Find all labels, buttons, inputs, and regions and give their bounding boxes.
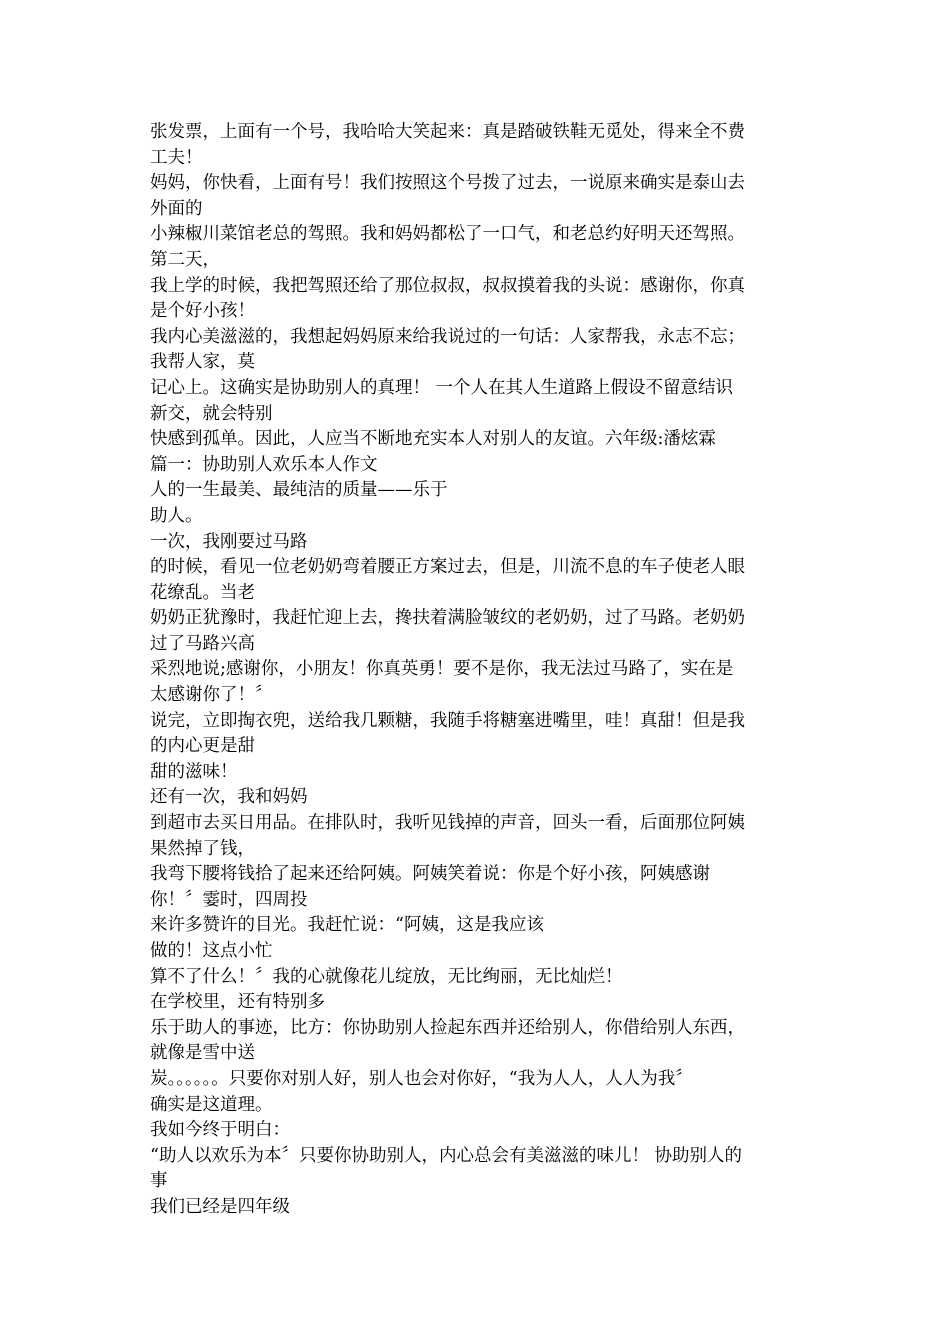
text-line: 太感谢你了！〞 xyxy=(150,685,273,706)
text-line: 新交，就会特别 xyxy=(150,403,273,424)
text-line: 工夫！ xyxy=(150,147,203,168)
text-line: 我们已经是四年级 xyxy=(150,1196,290,1217)
text-line: “助人以欢乐为本〞只要你协助别人，内心总会有美滋滋的味儿！ 协助别人的 xyxy=(150,1145,743,1166)
text-line: 我如今终于明白： xyxy=(150,1120,290,1141)
text-line: 还有一次，我和妈妈 xyxy=(150,787,308,808)
text-line: 说完，立即掏衣兜，送给我几颗糖，我随手将糖塞进嘴里，哇！真甜！但是我 xyxy=(150,710,745,731)
text-line: 篇一：协助别人欢乐本人作文 xyxy=(150,454,378,475)
text-line: 记心上。这确实是协助别人的真理！ 一个人在其人生道路上假设不留意结识 xyxy=(150,377,734,398)
text-line: 我上学的时候，我把驾照还给了那位叔叔，叔叔摸着我的头说：感谢你，你真 xyxy=(150,275,745,296)
text-line: 过了马路兴高 xyxy=(150,633,255,654)
text-line: 甜的滋味！ xyxy=(150,761,238,782)
text-line: 采烈地说;感谢你，小朋友！你真英勇！要不是你，我无法过马路了，实在是 xyxy=(150,659,734,680)
text-line: 事 xyxy=(150,1171,168,1192)
text-line: 妈妈，你快看，上面有号！我们按照这个号拨了过去，一说原来确实是泰山去 xyxy=(150,173,745,194)
text-line: 算不了什么！〞我的心就像花儿绽放，无比绚丽，无比灿烂！ xyxy=(150,966,623,987)
text-line: 确实是这道理。 xyxy=(150,1094,273,1115)
text-line: 的时候，看见一位老奶奶弯着腰正方案过去，但是，川流不息的车子使老人眼 xyxy=(150,557,745,578)
text-line: 乐于助人的事迹，比方：你协助别人捡起东西并还给别人，你借给别人东西， xyxy=(150,1017,745,1038)
text-line: 我内心美滋滋的，我想起妈妈原来给我说过的一句话：人家帮我，永志不忘； xyxy=(150,326,745,347)
text-line: 就像是雪中送 xyxy=(150,1043,255,1064)
text-line: 外面的 xyxy=(150,198,203,219)
text-line: 我帮人家，莫 xyxy=(150,352,255,373)
text-line: 助人。 xyxy=(150,505,203,526)
text-line: 一次，我刚要过马路 xyxy=(150,531,308,552)
essay-text xyxy=(150,120,810,1221)
text-line: 第二天， xyxy=(150,249,220,270)
text-line: 张发票，上面有一个号，我哈哈大笑起来：真是踏破铁鞋无觅处，得来全不费 xyxy=(150,122,745,142)
text-line: 来许多赞许的目光。我赶忙说：“阿姨，这是我应该 xyxy=(150,915,544,936)
text-line: 做的！这点小忙 xyxy=(150,941,273,961)
text-line: 是个好小孩！ xyxy=(150,301,255,322)
text-line: 小辣椒川菜馆老总的驾照。我和妈妈都松了一口气，和老总约好明天还驾照。 xyxy=(150,224,745,245)
text-line: 的内心更是甜 xyxy=(150,736,255,757)
text-line: 炭。。。。。。只要你对别人好，别人也会对你好，“我为人人，人人为我〞 xyxy=(150,1068,693,1089)
text-line: 花缭乱。当老 xyxy=(150,582,255,603)
text-line: 奶奶正犹豫时，我赶忙迎上去，搀扶着满脸皱纹的老奶奶，过了马路。老奶奶 xyxy=(150,608,745,629)
text-line: 快感到孤单。因此，人应当不断地充实本人对别人的友谊。六年级:潘炫霖 xyxy=(150,429,716,450)
text-line: 到超市去买日用品。在排队时，我听见钱掉的声音，回头一看，后面那位阿姨 xyxy=(150,813,745,834)
text-line: 你！〞霎时，四周投 xyxy=(150,889,308,910)
text-line: 果然掉了钱， xyxy=(150,838,255,859)
text-line: 在学校里，还有特别多 xyxy=(150,992,325,1013)
text-line: 我弯下腰将钱拾了起来还给阿姨。阿姨笑着说：你是个好小孩，阿姨感谢 xyxy=(150,864,710,885)
text-line: 人的一生最美、最纯洁的质量——乐于 xyxy=(150,480,448,501)
